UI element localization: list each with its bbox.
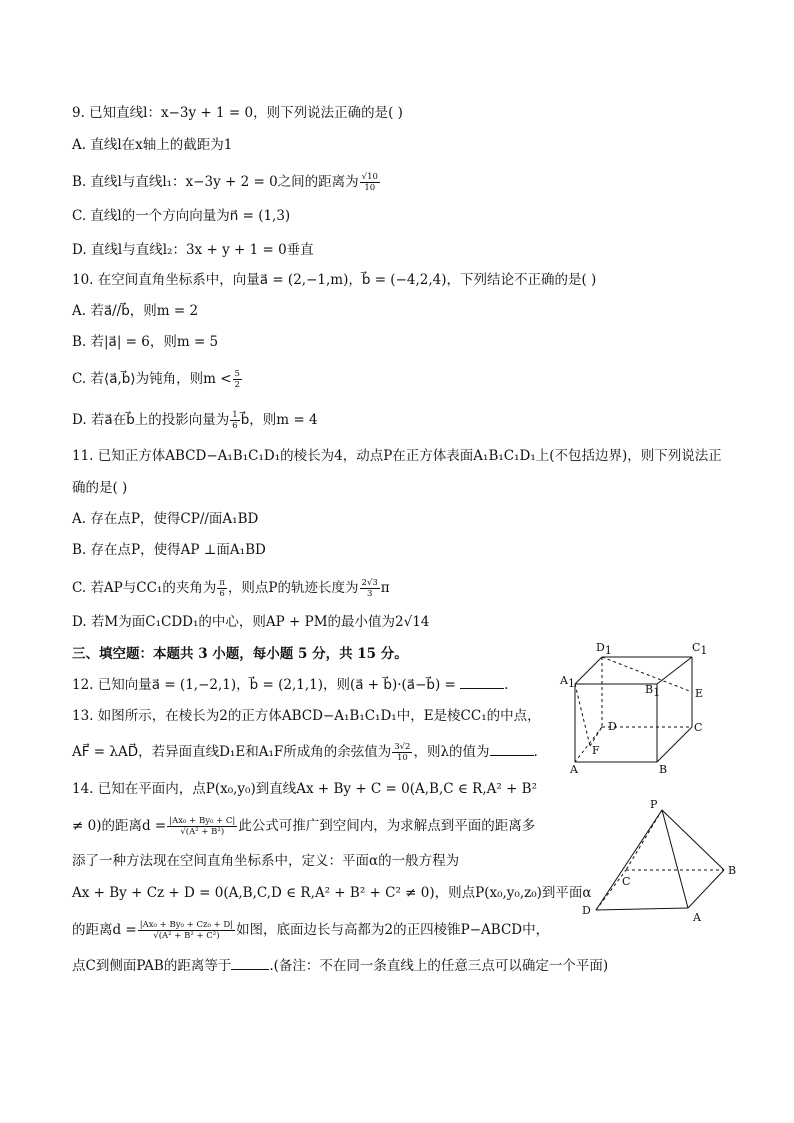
pyramid-edges	[596, 810, 724, 910]
q10-c-denominator: 2	[234, 380, 240, 390]
q13-line2-tail: ，则λ的值为	[413, 744, 490, 760]
q14-line3: 添了一种方法现在空间直角坐标系中，定义：平面α的一般方程为	[72, 853, 460, 869]
q11-c-numerator1: π	[219, 578, 225, 588]
q13-line2-text: AF⃗ = λAD⃗，若异面直线D₁E和A₁F所成角的余弦值为	[72, 744, 392, 760]
cube-label-e: E	[695, 687, 704, 700]
pyramid-label-b: B	[728, 864, 737, 877]
q14-line5-tail: 如图，底面边长与高都为2的正四棱锥P−ABCD中，	[236, 922, 550, 938]
cube-label-f: F	[592, 744, 600, 757]
q14-answer-blank[interactable]	[231, 956, 269, 970]
q10-option-c	[72, 369, 243, 390]
pyramid-label-c: C	[622, 875, 631, 888]
cube-figure	[556, 638, 724, 776]
cube-label-c: C	[694, 721, 703, 734]
pyramid-label-p: P	[650, 798, 658, 811]
q10-c-numerator: 5	[234, 369, 240, 379]
q11-c-numerator2: 2√3	[361, 578, 378, 588]
q9-b-denominator: 10	[364, 183, 376, 193]
q9-b-numerator: √10	[361, 172, 378, 182]
q11-option-c-fraction2	[360, 578, 380, 599]
q10-option-d-text: D. 若a⃗在b⃗上的投影向量为	[72, 412, 230, 428]
q10-option-c-fraction	[233, 369, 242, 390]
q14-line6-text: 点C到侧面PAB的距离等于	[72, 958, 232, 974]
pyramid-hidden-edges	[596, 810, 724, 910]
q13-line1: 13. 如图所示，在棱长为2的正方体ABCD−A₁B₁C₁D₁中，E是棱CC₁的中点，	[72, 708, 541, 724]
q11-option-a: A. 存在点P，使得CP//面A₁BD	[72, 511, 259, 527]
q13-end: .	[533, 744, 538, 760]
q9-option-c: C. 直线l的一个方向向量为n⃗ = (1,3)	[72, 208, 291, 224]
q10-option-b: B. 若|a⃗| = 6，则m = 5	[72, 334, 219, 350]
q9-option-d: D. 直线l与直线l₂：3x + y + 1 = 0垂直	[72, 242, 314, 258]
q12-end: .	[504, 677, 509, 693]
q14-line5-text: 的距离d =	[72, 922, 137, 938]
q11-option-c-middle: ，则点P的轨迹长度为	[227, 580, 359, 596]
q10-d-numerator: 1	[232, 410, 238, 420]
q14-formula-2d-denominator: √(A² + B²)	[180, 827, 225, 837]
q14-line1: 14. 已知在平面内，点P(x₀,y₀)到直线Ax + By + C = 0(A,B,C ∈ R,A² + B²	[72, 781, 538, 797]
q9-stem: 9. 已知直线l：x−3y + 1 = 0，则下列说法正确的是( )	[72, 105, 403, 121]
q13-denominator: 10	[396, 753, 408, 763]
pyramid-figure	[576, 797, 746, 925]
q14-line2	[72, 816, 535, 837]
cube-label-b: B	[659, 763, 668, 776]
q13-answer-blank[interactable]	[490, 742, 534, 756]
q11-c-denominator2: 3	[366, 589, 373, 599]
q14-formula-2d	[167, 816, 237, 837]
q11-option-d: D. 若M为面C₁CDD₁的中心，则AP + PM的最小值为2√14	[72, 614, 430, 630]
cube-label-a1: A1	[560, 674, 575, 690]
q13-numerator: 3√2	[394, 742, 411, 752]
q14-line6	[72, 956, 608, 975]
q14-line2-tail: 此公式可推广到空间内，为求解点到平面的距离多	[238, 818, 536, 834]
q10-stem: 10. 在空间直角坐标系中，向量a⃗ = (2,−1,m)，b⃗ = (−4,2,4)，下列结论不正确的是( )	[72, 272, 597, 288]
q11-option-c	[72, 578, 390, 599]
q12-line	[72, 675, 508, 694]
q11-stem-line1: 11. 已知正方体ABCD−A₁B₁C₁D₁的棱长为4，动点P在正方体表面A₁B₁C₁D₁上(不包括边界)，则下列说法正	[72, 448, 722, 464]
q11-option-c-text: C. 若AP与CC₁的夹角为	[72, 580, 217, 596]
q13-fraction	[392, 742, 412, 763]
q11-option-c-fraction1	[217, 578, 227, 599]
q12-text: 12. 已知向量a⃗ = (1,−2,1)，b⃗ = (2,1,1)，则(a⃗ + b⃗)·(a⃗−b⃗) =	[72, 677, 461, 693]
cube-label-b1: B1	[645, 683, 661, 699]
cube-label-c1: C1	[692, 641, 708, 657]
q12-answer-blank[interactable]	[460, 675, 504, 689]
pyramid-label-d: D	[582, 904, 591, 917]
q10-option-a: A. 若a⃗//b⃗，则m = 2	[72, 303, 199, 319]
q10-option-c-text: C. 若⟨a⃗,b⃗⟩为钝角，则m <	[72, 371, 232, 387]
q14-line6-tail: .(备注：不在同一条直线上的任意三点可以确定一个平面)	[269, 958, 609, 974]
cube-label-a: A	[570, 763, 578, 776]
q14-line5	[72, 920, 549, 941]
q11-option-c-tail: π	[380, 580, 390, 596]
q9-option-b-text: B. 直线l与直线l₁：x−3y + 2 = 0之间的距离为	[72, 174, 359, 190]
q11-stem-line2: 确的是( )	[72, 480, 128, 496]
pyramid-label-a: A	[693, 911, 701, 924]
q14-line4: Ax + By + Cz + D = 0(A,B,C,D ∈ R,A² + B² + C² ≠ 0)，则点P(x₀,y₀,z₀)到平面α	[72, 885, 592, 901]
q13-line2	[72, 742, 538, 763]
q10-option-d-tail: b⃗，则m = 4	[240, 412, 318, 428]
q14-line2-text: ≠ 0)的距离d =	[72, 818, 167, 834]
cube-label-d: D	[608, 720, 617, 733]
q9-option-a: A. 直线l在x轴上的截距为1	[72, 137, 233, 153]
q10-d-denominator: 6	[232, 421, 238, 431]
q11-c-denominator1: 6	[219, 589, 225, 599]
section-heading: 三、填空题：本题共 3 小题，每小题 5 分，共 15 分。	[72, 646, 408, 662]
q14-formula-3d-denominator: √(A² + B² + C²)	[153, 931, 220, 941]
cube-label-d1: D1	[596, 641, 612, 657]
q9-option-b-fraction	[360, 172, 380, 193]
q10-option-d	[72, 410, 318, 431]
q14-formula-3d-numerator: |Ax₀ + By₀ + Cz₀ + D|	[139, 920, 234, 930]
q10-option-d-fraction	[230, 410, 239, 431]
q11-option-b: B. 存在点P，使得AP ⊥面A₁BD	[72, 542, 266, 558]
q9-option-b	[72, 172, 381, 193]
q14-formula-2d-numerator: |Ax₀ + By₀ + C|	[169, 816, 236, 826]
q14-formula-3d	[138, 920, 235, 941]
